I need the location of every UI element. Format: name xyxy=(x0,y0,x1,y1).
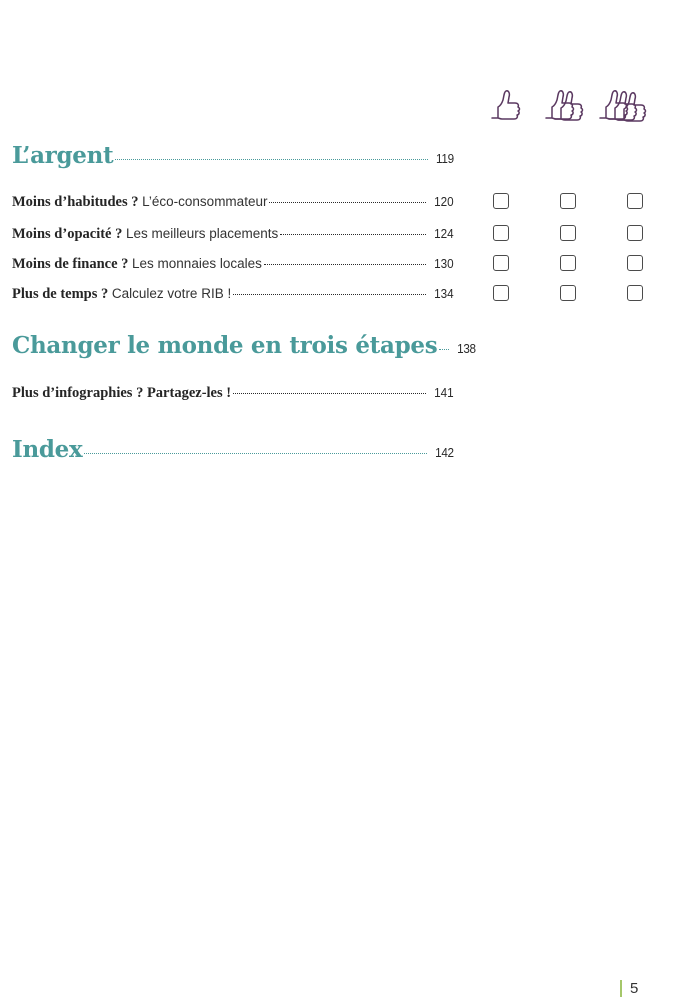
toc-entry-placements[interactable] xyxy=(12,226,454,243)
three-thumbs-up-icon xyxy=(600,91,646,121)
dot-leader xyxy=(233,294,426,295)
entry-subtitle: Calculez votre RIB ! xyxy=(111,286,232,301)
page-number: 124 xyxy=(434,226,454,241)
rating-checkbox-2[interactable] xyxy=(560,255,576,271)
rating-checkbox-2[interactable] xyxy=(560,225,576,241)
toc-entry-rib[interactable] xyxy=(12,286,454,303)
one-thumb-up-icon xyxy=(492,91,520,119)
toc-section-changer-le-monde[interactable] xyxy=(12,332,477,359)
dot-leader xyxy=(233,393,426,394)
rating-checkbox-1[interactable] xyxy=(493,285,509,301)
section-title: Index xyxy=(12,436,83,463)
entry-subtitle: L’éco-consommateur xyxy=(142,194,268,209)
rating-checkbox-3[interactable] xyxy=(627,225,643,241)
dot-leader xyxy=(269,202,426,203)
page-number: 142 xyxy=(435,445,454,460)
rating-checkbox-1[interactable] xyxy=(493,225,509,241)
entry-subtitle: Les monnaies locales xyxy=(132,256,262,271)
page-number: 120 xyxy=(434,194,454,209)
rating-checkbox-3[interactable] xyxy=(627,255,643,271)
dot-leader xyxy=(264,264,426,265)
rating-row-3 xyxy=(493,255,643,275)
entry-title xyxy=(12,286,231,303)
toc-section-index[interactable] xyxy=(12,436,454,463)
two-thumbs-up-icon xyxy=(546,91,583,120)
dot-leader xyxy=(439,349,449,350)
entry-question: Moins de finance ? xyxy=(12,256,129,272)
rating-checkbox-2[interactable] xyxy=(560,193,576,209)
entry-title xyxy=(12,256,262,273)
entry-question: Moins d’habitudes ? xyxy=(12,194,139,210)
page-folio xyxy=(620,976,638,1000)
toc-entry-infographies[interactable] xyxy=(12,385,454,402)
rating-checkbox-3[interactable] xyxy=(627,193,643,209)
entry-title: Plus d’infographies ? Partagez-les ! xyxy=(12,385,232,401)
dot-leader xyxy=(280,234,426,235)
rating-row-2 xyxy=(493,225,643,245)
dot-leader xyxy=(84,453,427,454)
entry-subtitle: Les meilleurs placements xyxy=(125,226,279,241)
entry-question: Moins d’opacité ? xyxy=(12,226,123,242)
page-number: 141 xyxy=(434,385,454,400)
rating-thumbs-header xyxy=(488,84,663,126)
entry-question: Plus de temps ? xyxy=(12,286,109,302)
rating-row-4 xyxy=(493,285,643,305)
page-number: 134 xyxy=(434,286,454,301)
page-number: 119 xyxy=(436,151,454,166)
page-number-footer: 5 xyxy=(630,979,639,997)
dot-leader xyxy=(115,159,428,160)
toc-entry-eco-consommateur[interactable] xyxy=(12,194,454,211)
page-number: 130 xyxy=(434,256,454,271)
rating-checkbox-1[interactable] xyxy=(493,193,509,209)
entry-title xyxy=(12,194,267,211)
page-number: 138 xyxy=(457,341,477,356)
rating-checkbox-1[interactable] xyxy=(493,255,509,271)
folio-accent-bar xyxy=(620,980,622,997)
toc-section-argent[interactable] xyxy=(12,142,454,169)
section-title: L’argent xyxy=(12,142,114,169)
rating-row-1 xyxy=(493,193,643,213)
toc-entry-monnaies-locales[interactable] xyxy=(12,256,454,273)
rating-checkbox-2[interactable] xyxy=(560,285,576,301)
entry-title xyxy=(12,226,278,243)
rating-checkbox-3[interactable] xyxy=(627,285,643,301)
section-title: Changer le monde en trois étapes xyxy=(12,332,438,359)
